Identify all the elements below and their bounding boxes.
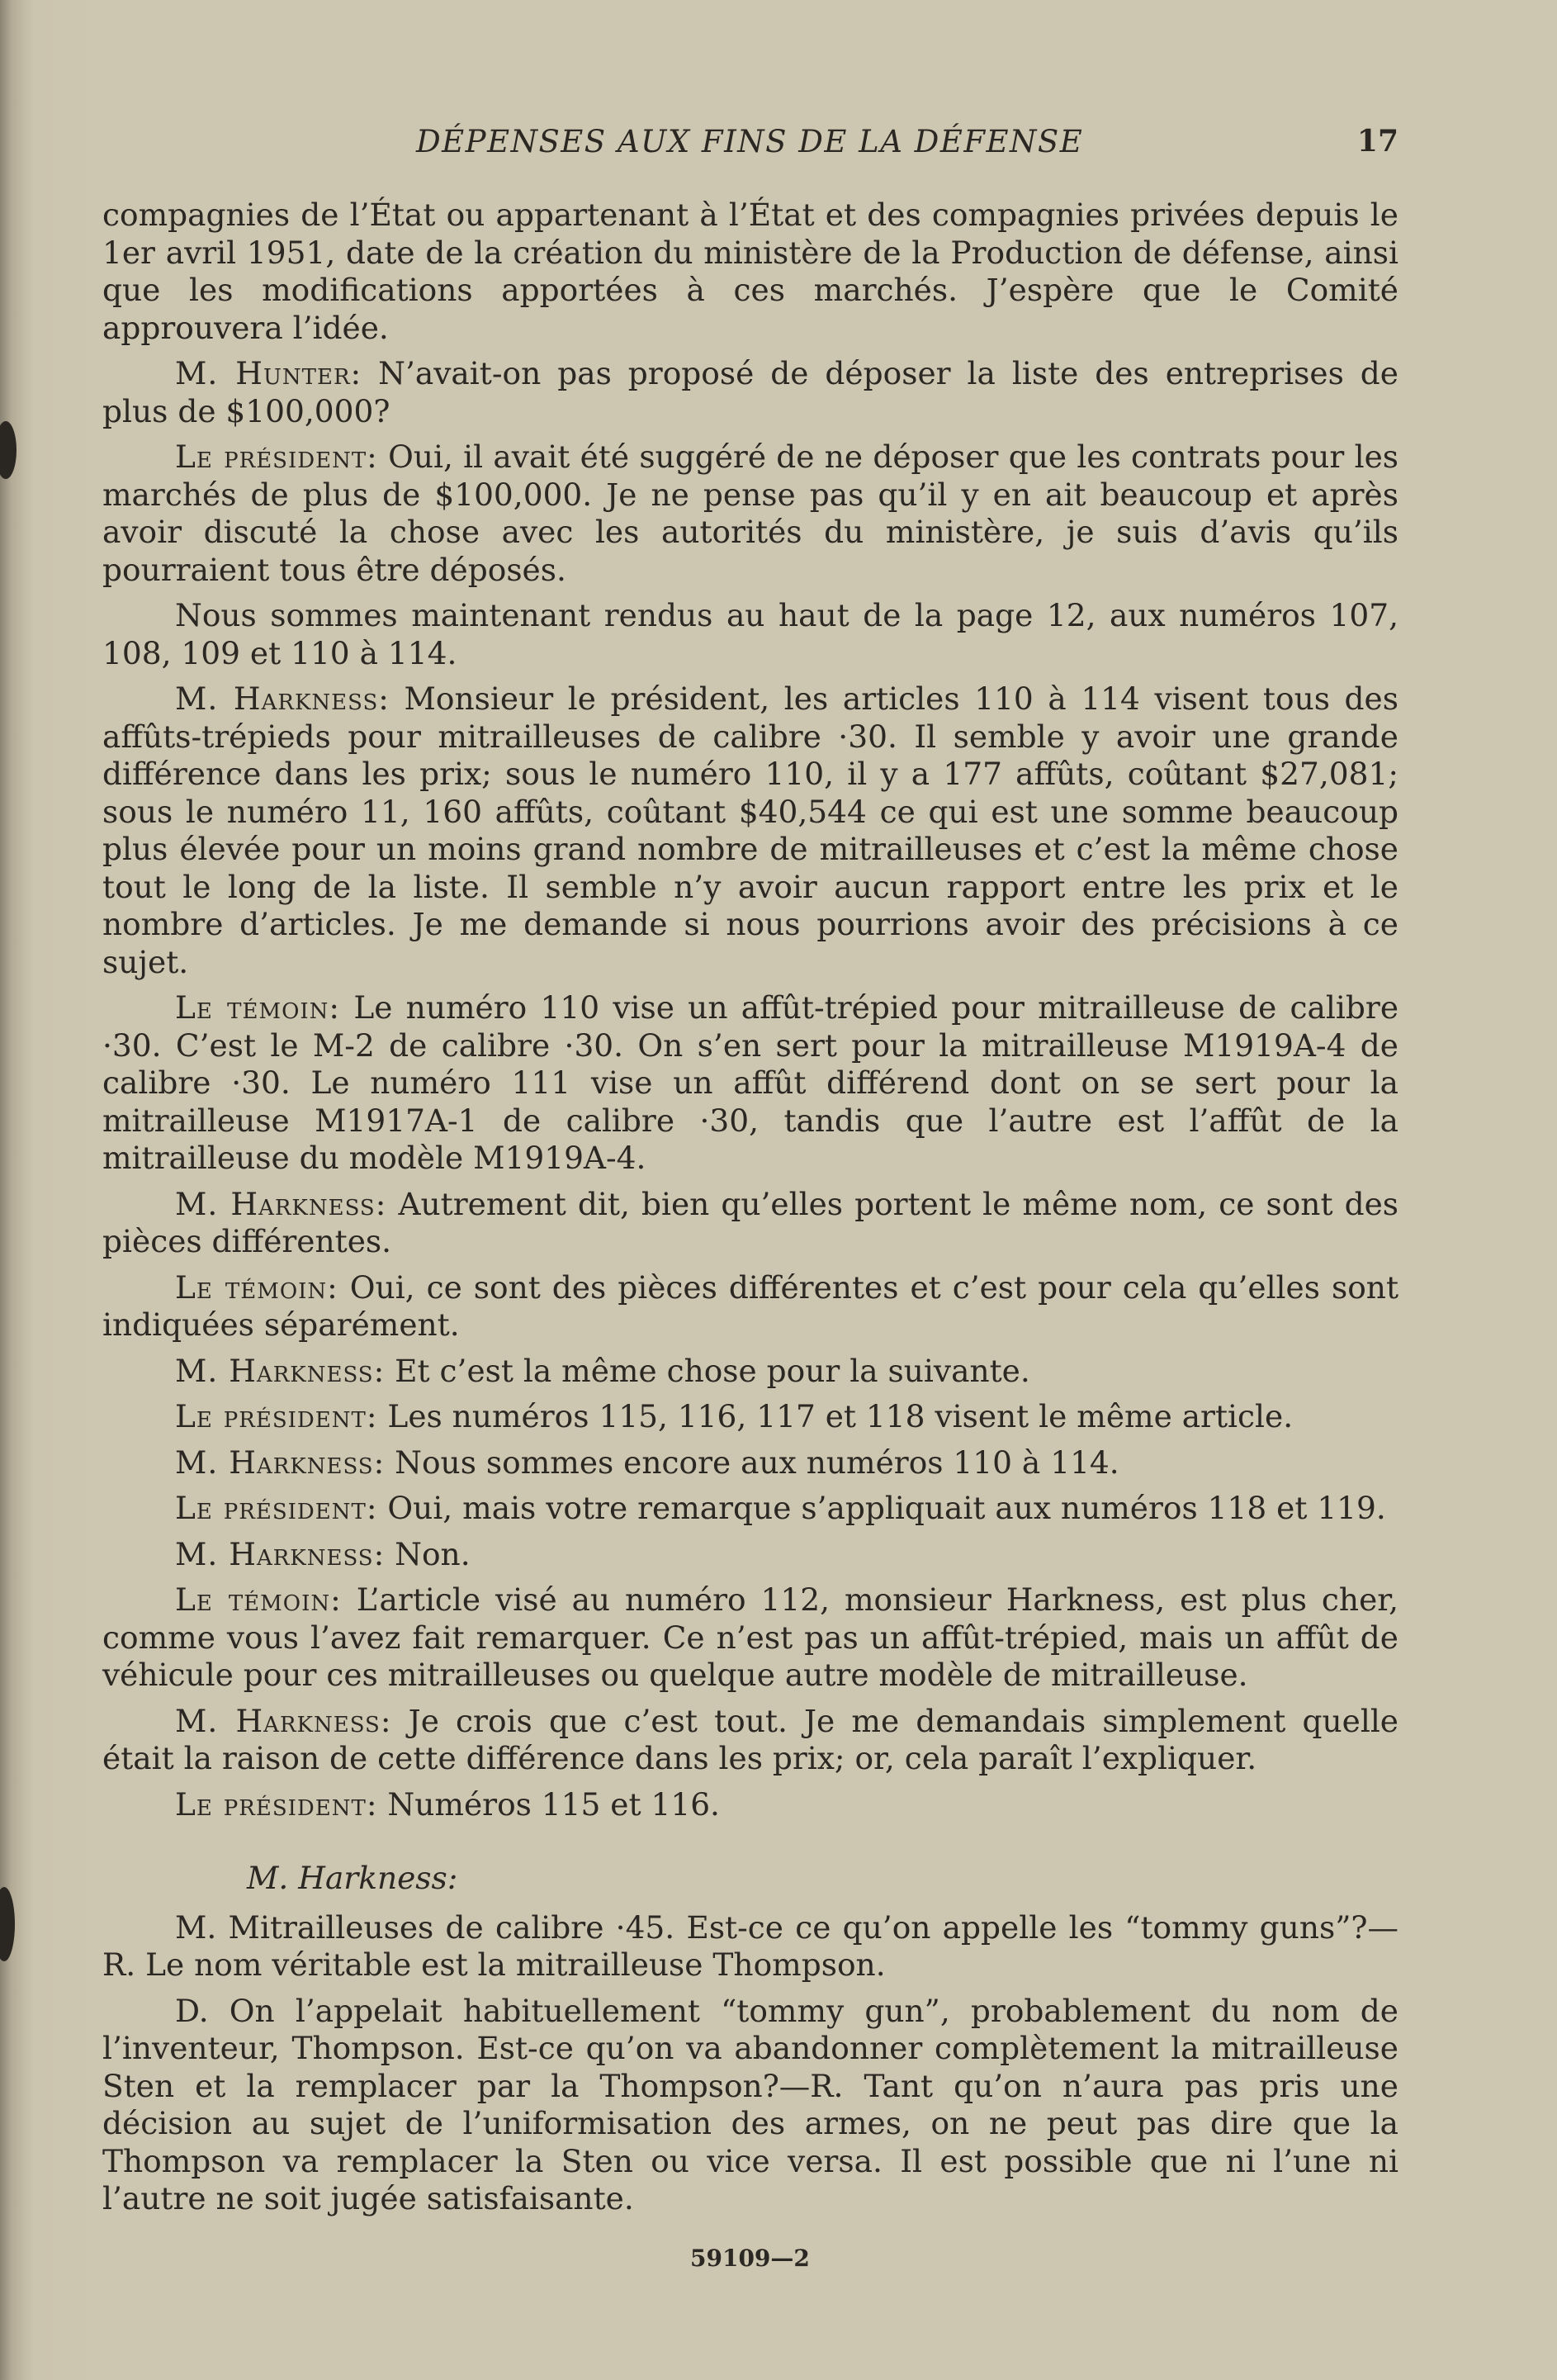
binding-hole-mark [0,1887,15,1961]
speaker-label: M. Hunter: [175,355,362,391]
paragraph [102,989,1398,1178]
page-number: 17 [1356,124,1398,159]
paragraph [102,1186,1398,1261]
speaker-label: Le président: [175,1490,378,1526]
paragraph [102,197,1398,347]
examination-paragraph: M. Mitrailleuses de calibre ·45. Est-ce ce qu’on appelle les “tommy guns”?—R. Le nom véritable est la mitrailleuse Thompson. [102,1908,1398,1983]
page-header [102,124,1398,165]
speaker-label: M. Harkness: [175,680,390,717]
paragraph-text: Oui, ce sont des pièces différentes et c’est pour cela qu’elles sont indiquées séparément. [102,1268,1399,1343]
speaker-label: M. Harkness: [175,1444,386,1481]
paragraph [102,355,1398,430]
paragraph [102,1269,1398,1344]
paragraph-text: Autrement dit, bien qu’elles portent le même nom, ce sont des pièces différentes. [102,1185,1399,1259]
paragraph [102,1490,1398,1528]
speaker-label: Le président: [175,439,378,475]
speaker-label: Le témoin: [175,1268,338,1306]
paragraph [102,1536,1398,1574]
speaker-label: M. Harkness: [175,1185,387,1222]
speaker-label: Le témoin: [175,1581,342,1618]
paragraph [102,1444,1398,1482]
speaker-label: Le témoin: [175,989,341,1026]
section-heading: M. Harkness: [247,1860,458,1896]
body-text [102,197,1398,2226]
paragraph [102,1786,1398,1824]
paragraph-text: Et c’est la même chose pour la suivante. [395,1352,1030,1389]
paragraph-text: Non. [395,1535,471,1572]
paragraph [102,1703,1398,1778]
speaker-label: M. Harkness: [175,1352,386,1389]
paragraph-text: L’article visé au numéro 112, monsieur Harkness, est plus cher, comme vous l’avez fait remarquer. Ce n’est pas un affût-trépied, mais un affût de véhicule pour ces mitrailleuses ou quelque autre modèle de mitrailleuse. [102,1581,1399,1693]
paragraph-text: Monsieur le président, les articles 110 à 114 visent tous des affûts-trépieds pour mitrailleuses de calibre ·30. Il semble y avoir une grande différence dans les prix; sous le numéro 110, il y a 177 affûts, coûtant $27,081; sous le numéro 11, 160 affûts, coûtant $40,544 ce qui est une somme beaucoup plus élevée pour un moins grand nombre de mitrailleuses et c’est la même chose tout le long de la liste. Il semble n’y avoir aucun rapport entre les prix et le nombre d’articles. Je me demande si nous pourrions avoir des précisions à ce sujet. [102,680,1398,980]
paragraph-text: Oui, mais votre remarque s’appliquait aux numéros 118 et 119. [387,1490,1386,1526]
paragraph [102,439,1398,589]
paragraph-text: Nous sommes maintenant rendus au haut de la page 12, aux numéros 107, 108, 109 et 110 à 114. [102,597,1398,671]
paragraph-text: Le numéro 110 vise un affût-trépied pour mitrailleuse de calibre ·30. C’est le M-2 de calibre ·30. On s’en sert pour la mitrailleuse M1919A-4 de calibre ·30. Le numéro 111 vise un affût différend dont on se sert pour la mitrailleuse M1917A-1 de calibre ·30, tandis que l’autre est l’affût de la mitrailleuse du modèle M1919A-4. [102,989,1399,1176]
speaker-label: Le président: [175,1398,378,1434]
footer-signature: 59109—2 [690,2245,810,2272]
paragraph-text: Nous sommes encore aux numéros 110 à 114. [395,1444,1119,1481]
speaker-label: Le président: [175,1785,378,1823]
paragraph-text: Oui, il avait été suggéré de ne déposer que les contrats pour les marchés de plus de $100,000. Je ne pense pas qu’il y en ait beaucoup et après avoir discuté la chose avec les autorités du ministère, je suis d’avis qu’ils pourraient tous être déposés. [102,439,1399,588]
binding-hole-mark [0,421,17,479]
speaker-label: M. Harkness: [175,1535,386,1572]
paragraph [102,680,1398,981]
examination-paragraph: D. On l’appelait habituellement “tommy gun”, probablement du nom de l’inventeur, Thompson. Est-ce qu’on va abandonner complètement la mitrailleuse Sten et la remplacer par la Thompson?—R. Tant qu’on n’aura pas pris une décision au sujet de l’uniformisation des armes, on ne peut pas dire que la Thompson va remplacer la Sten ou vice versa. Il est possible que ni l’une ni l’autre ne soit jugée satisfaisante. [102,1992,1398,2216]
running-title: DÉPENSES AUX FINS DE LA DÉFENSE [416,124,1084,159]
paragraph [102,1353,1398,1391]
paragraph [102,597,1398,672]
paragraph [102,1398,1398,1436]
paragraph [102,1581,1398,1695]
paragraph-text: Numéros 115 et 116. [387,1785,720,1823]
paragraph-text: N’avait-on pas proposé de déposer la liste des entreprises de plus de $100,000? [102,355,1398,429]
paragraph-text: Je crois que c’est tout. Je me demandais simplement quelle était la raison de cette différence dans les prix; or, cela paraît l’expliquer. [102,1702,1399,1776]
speaker-label: M. Harkness: [175,1702,392,1739]
paragraph-text: Les numéros 115, 116, 117 et 118 visent le même article. [387,1398,1294,1434]
paragraph-text: compagnies de l’État ou appartenant à l’État et des compagnies privées depuis le 1er avril 1951, date de la création du ministère de la Production de défense, ainsi que les modifications apportées à ces marchés. J’espère que le Comité approuvera l’idée. [102,197,1398,346]
